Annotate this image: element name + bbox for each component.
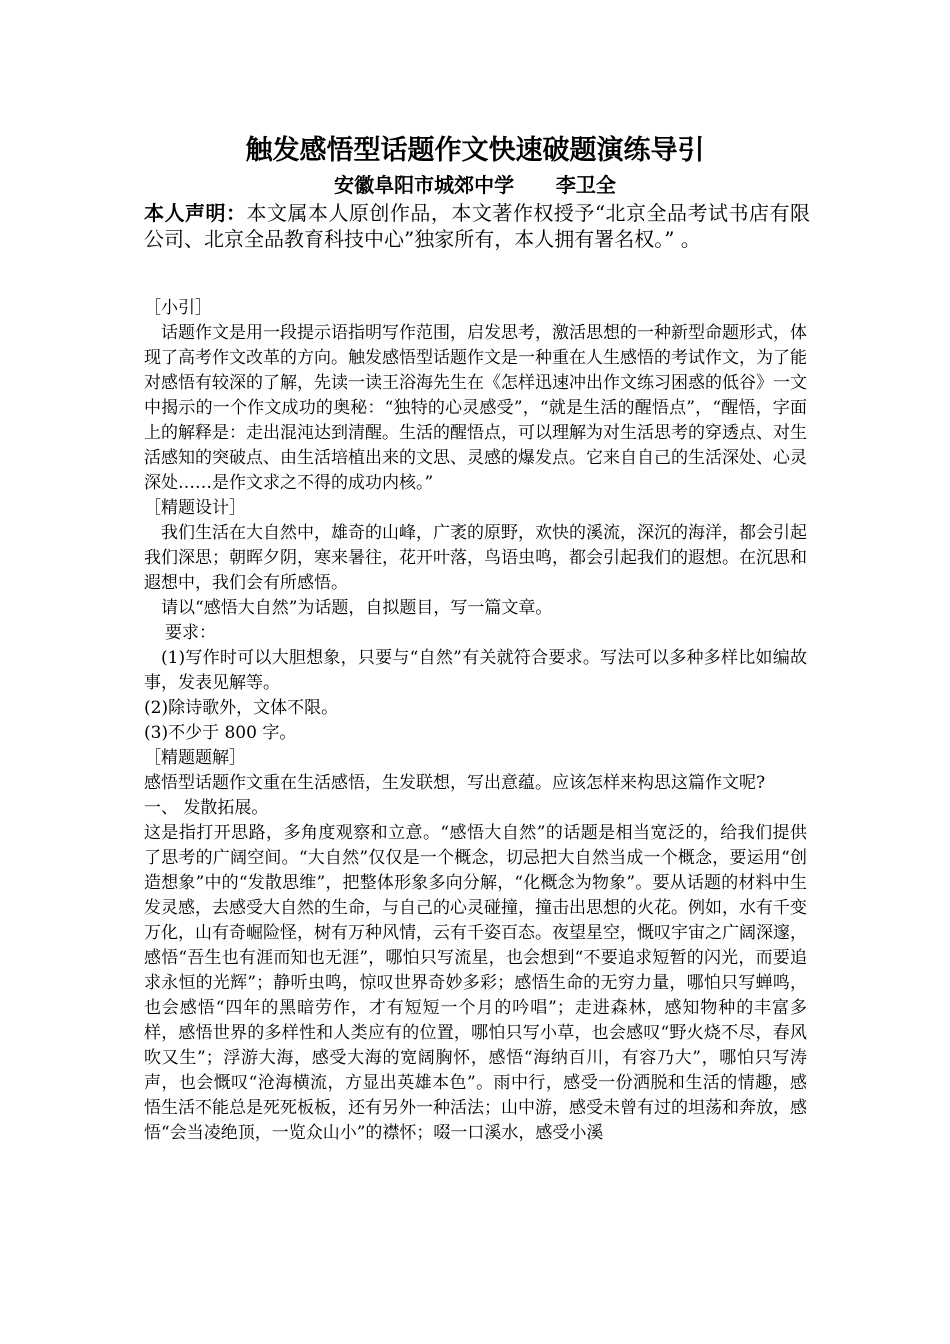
design-requirement-2: (2)除诗歌外，文体不限。 (144, 698, 339, 718)
explain-detail-paragraph: 这是指打开思路，多角度观察和立意。“感悟大自然”的话题是相当宽泛的，给我们提供了思考的广阔空间。“大自然”仅仅是一个概念，切忌把大自然当成一个概念，要运用“创造想象”中的“发散思维”，把整体形象多向分解，“化概念为物象”。要从话题的材料中生发灵感，去感受大自然的生命，与自己的心灵碰撞，撞击出思想的火花。例如，水有千变万化，山有奇崛险怪，树有万种风情，云有千姿百态。夜望星空，慨叹宇宙之广阔深邃，感悟“吾生也有涯而知也无涯”，哪怕只写流星，也会想到“不要追求短暂的闪光，而要追求永恒的光辉”；静听虫鸣，惊叹世界奇妙多彩；感悟生命的无穷力量，哪怕只写蝉鸣，也会感悟“四年的黑暗劳作，才有短短一个月的吟唱”；走进森林，感知物种的丰富多样，感悟世界的多样性和人类应有的位置，哪怕只写小草，也会感叹“野火烧不尽，春风吹又生”；浮游大海，感受大海的宽阔胸怀，感悟“海纳百川，有容乃大”，哪怕只写涛声，也会慨叹“沧海横流，方显出英雄本色”。雨中行，感受一份洒脱和生活的情趣，感悟生活不能总是死死板板，还有另外一种活法；山中游，感受未曾有过的坦荡和奔放，感悟“会当凌绝顶，一览众山小”的襟怀；啜一口溪水，感受小溪 (144, 823, 807, 1143)
explain-item-heading: 一、 发散拓展。 (144, 798, 269, 818)
design-requirement-3: (3)不少于 800 字。 (144, 723, 297, 743)
section-heading-explain: ［精题题解］ (144, 748, 246, 768)
document-title: 触发感悟型话题作文快速破题演练导引 (245, 135, 705, 166)
article-body (144, 296, 807, 1146)
declaration-text: 本文属本人原创作品，本文著作权授予“北京全品考试书店有限公司、北京全品教育科技中心”独家所有，本人拥有署名权。” 。 (144, 201, 810, 251)
intro-paragraph: 话题作文是用一段提示语指明写作范围，启发思考，激活思想的一种新型命题形式，体现了高考作文改革的方向。触发感悟型话题作文是一种重在人生感悟的考试作文，为了能对感悟有较深的了解，先读一读王浴海先生在《怎样迅速冲出作文练习困惑的低谷》一文中揭示的一个作文成功的奥秘：“独特的心灵感受”，“就是生活的醒悟点”，“醒悟，字面上的解释是：走出混沌达到清醒。生活的醒悟点，可以理解为对生活思考的穿透点、对生活感知的突破点、由生活培植出来的文思、灵感的爆发点。它来自自己的生活深处、心灵深处……是作文求之不得的成功内核。” (144, 323, 807, 493)
section-heading-intro: ［小引］ (144, 298, 212, 318)
explain-paragraph: 感悟型话题作文重在生活感悟，生发联想，写出意蕴。应该怎样来构思这篇作文呢? (144, 773, 766, 793)
design-prompt: 请以“感悟大自然”为话题，自拟题目，写一篇文章。 (161, 598, 553, 618)
design-requirements-label: 要求： (165, 623, 216, 643)
author-declaration (144, 200, 810, 252)
section-heading-design: ［精题设计］ (144, 498, 246, 518)
declaration-label: 本人声明： (144, 201, 247, 225)
design-requirement-1: (1)写作时可以大胆想象，只要与“自然”有关就符合要求。写法可以多种多样比如编故事，发表见解等。 (144, 648, 807, 693)
design-paragraph: 我们生活在大自然中，雄奇的山峰，广袤的原野，欢快的溪流，深沉的海洋，都会引起我们深思；朝晖夕阴，寒来暑往，花开叶落，鸟语虫鸣，都会引起我们的遐想。在沉思和遐想中，我们会有所感悟。 (144, 523, 807, 593)
author-line: 安徽阜阳市城郊中学 李卫全 (334, 173, 616, 197)
